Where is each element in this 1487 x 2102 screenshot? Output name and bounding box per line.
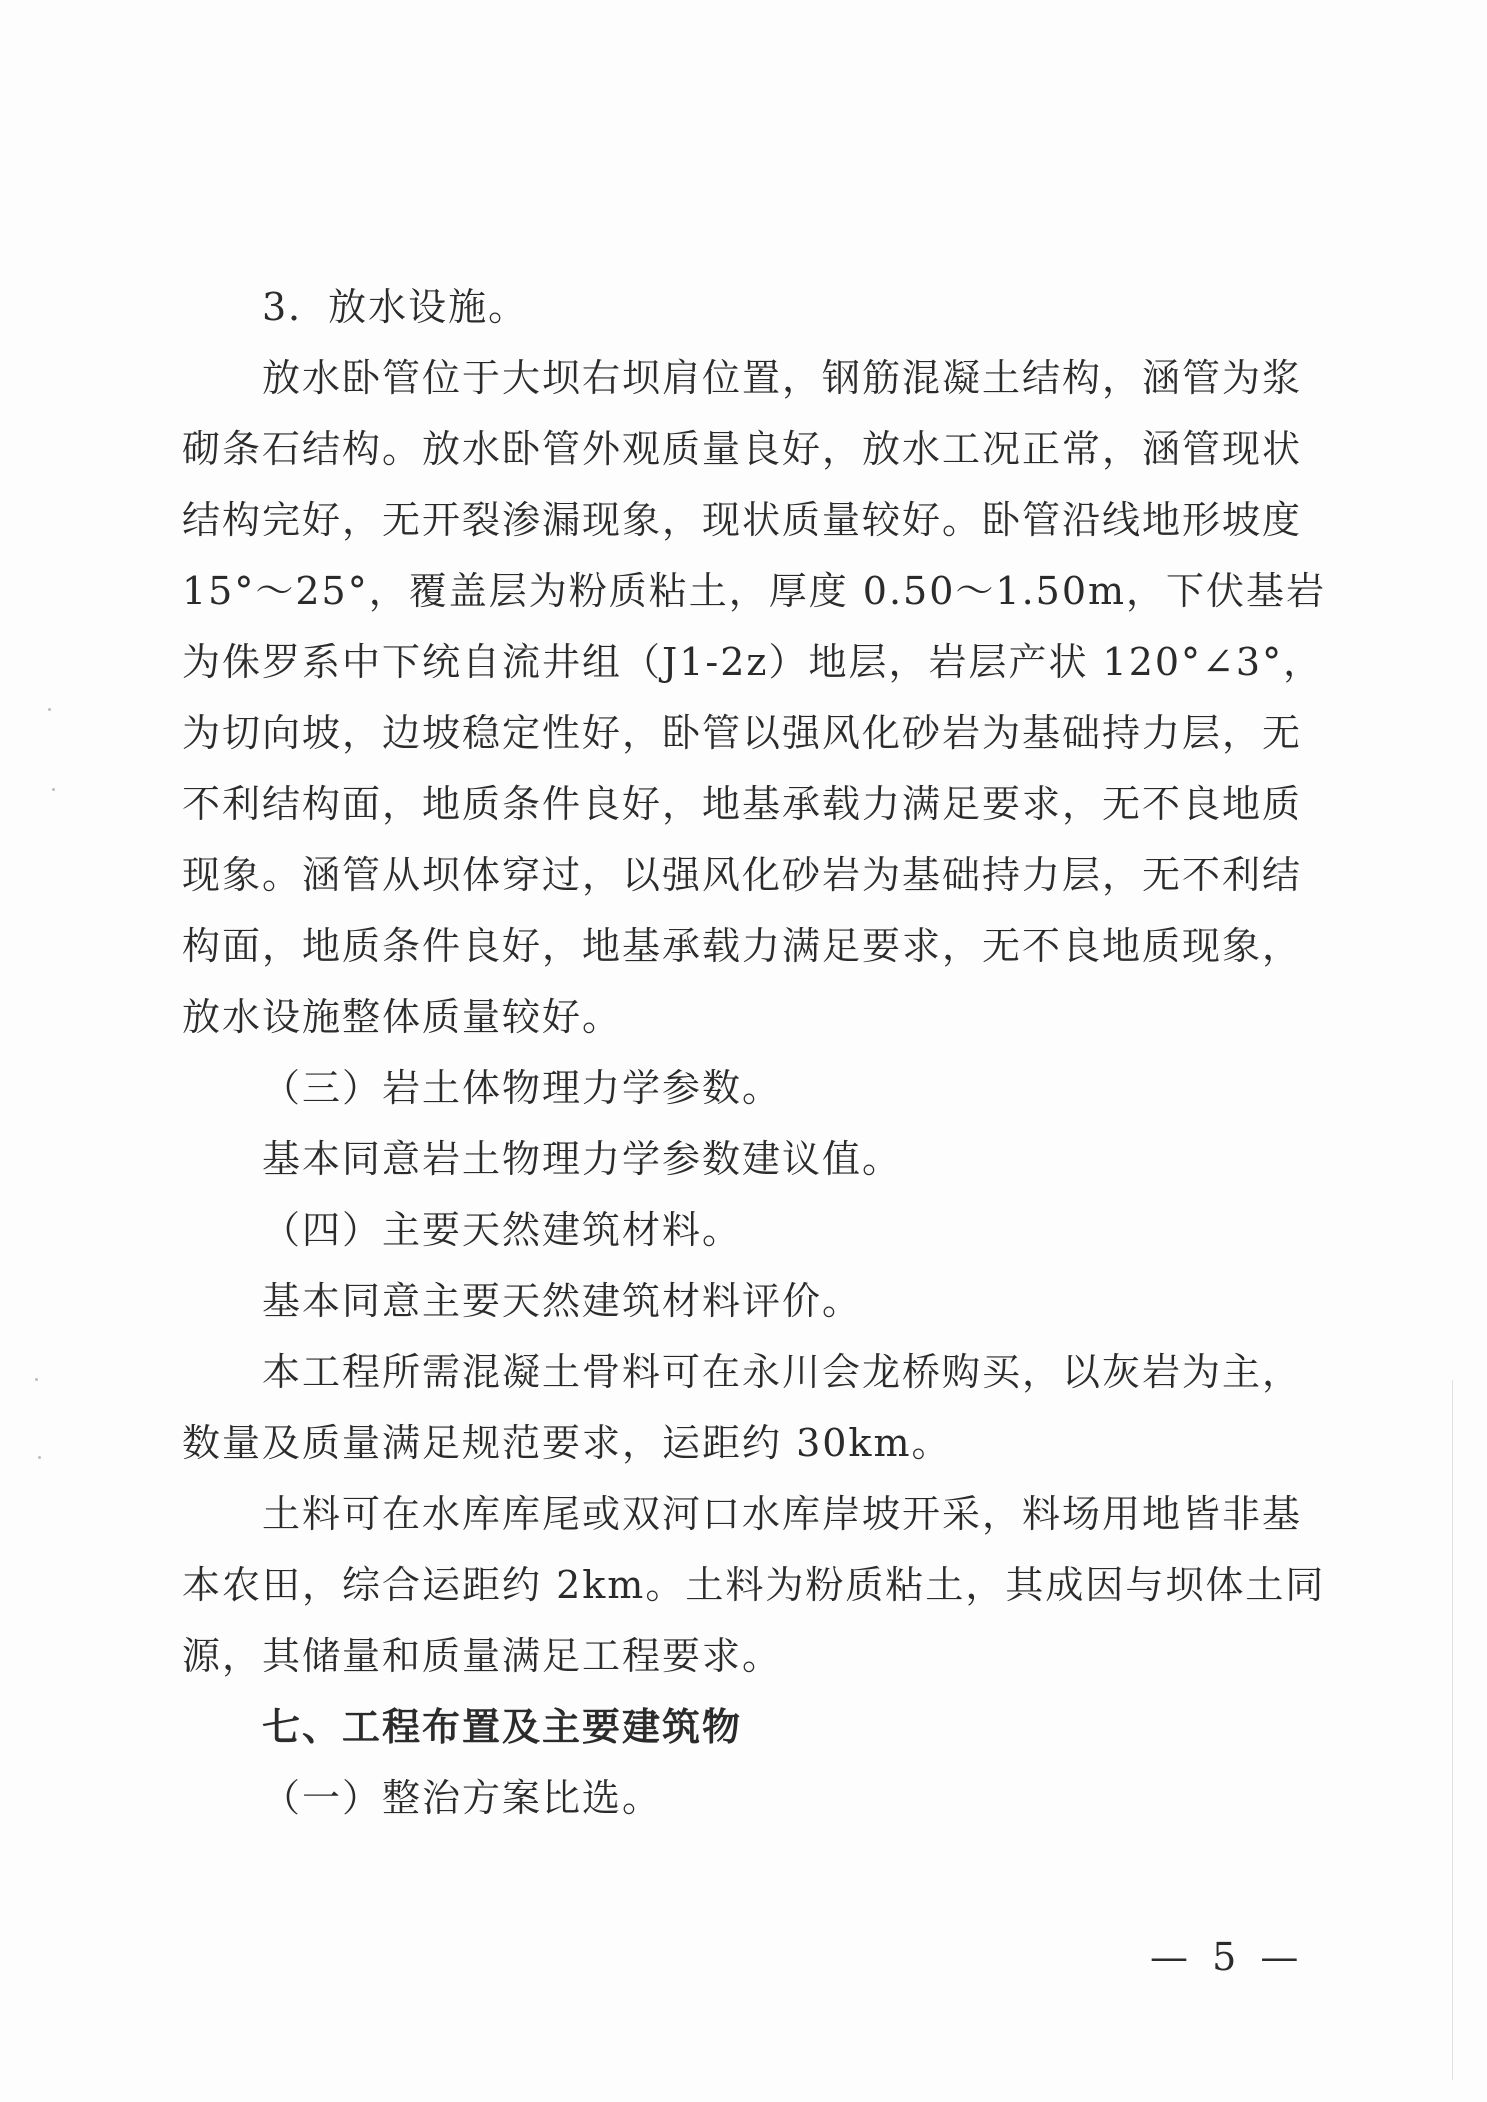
scan-edge-line: [1452, 1380, 1453, 2080]
scan-speck: [35, 1378, 38, 1381]
document-body: [182, 272, 1327, 1834]
text-line: 基本同意岩土物理力学参数建议值。: [262, 1137, 903, 1181]
text-line: 本农田，综合运距约 2km。土料为粉质粘土，其成因与坝体土同: [182, 1563, 1326, 1607]
text-line: 现象。涵管从坝体穿过，以强风化砂岩为基础持力层，无不利结: [182, 853, 1303, 897]
text-line: 为切向坡，边坡稳定性好，卧管以强风化砂岩为基础持力层，无: [182, 711, 1303, 755]
section-heading: （四）主要天然建筑材料。: [262, 1208, 743, 1252]
text-line: 基本同意主要天然建筑材料评价。: [262, 1279, 863, 1323]
section-heading: （三）岩土体物理力学参数。: [262, 1066, 783, 1110]
page-number: — 5 —: [1150, 1935, 1305, 1979]
text-line: 15°～25°，覆盖层为粉质粘土，厚度 0.50～1.50m，下伏基岩: [182, 569, 1327, 613]
scan-speck: [38, 1456, 41, 1459]
text-line: 放水设施整体质量较好。: [182, 995, 623, 1039]
text-line: 为侏罗系中下统自流井组（J1-2z）地层，岩层产状 120°∠3°，: [182, 640, 1324, 684]
text-line: 结构完好，无开裂渗漏现象，现状质量较好。卧管沿线地形坡度: [182, 498, 1303, 542]
text-line: 源，其储量和质量满足工程要求。: [182, 1634, 783, 1678]
text-line: 不利结构面，地质条件良好，地基承载力满足要求，无不良地质: [182, 782, 1303, 826]
text-line: 3．放水设施。: [262, 285, 529, 329]
text-line: 本工程所需混凝土骨料可在永川会龙桥购买，以灰岩为主，: [262, 1350, 1303, 1394]
scan-speck: [52, 788, 55, 791]
text-line: 土料可在水库库尾或双河口水库岸坡开采，料场用地皆非基: [262, 1492, 1303, 1536]
scan-speck: [48, 708, 51, 711]
text-line: 放水卧管位于大坝右坝肩位置，钢筋混凝土结构，涵管为浆: [262, 356, 1303, 400]
section-heading: （一）整治方案比选。: [262, 1776, 663, 1820]
text-line: 构面，地质条件良好，地基承载力满足要求，无不良地质现象，: [182, 924, 1303, 968]
text-line: 数量及质量满足规范要求，运距约 30km。: [182, 1421, 952, 1465]
chapter-heading: 七、工程布置及主要建筑物: [262, 1705, 743, 1749]
text-line: 砌条石结构。放水卧管外观质量良好，放水工况正常，涵管现状: [182, 427, 1303, 471]
